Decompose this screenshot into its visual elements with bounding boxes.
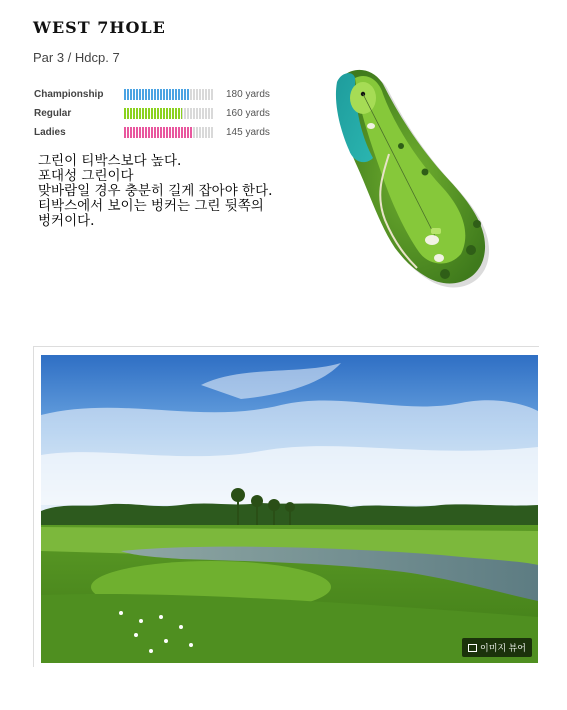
description-line: 포대성 그린이다 [38,168,134,184]
tee-yards: 145 yards [226,126,270,138]
tee-yardage-bar [124,127,214,138]
tee-bar-fill [124,89,189,100]
tee-yardage-bar [124,89,214,100]
tee-row-regular [34,106,270,120]
hole-description [38,154,358,229]
tee-row-championship [34,87,270,101]
description-line: 맞바람일 경우 충분히 길게 잡아야 한다. [38,183,273,199]
tee-yards: 180 yards [226,88,270,100]
tee-bar-fill [124,108,182,119]
image-viewer-button[interactable] [462,638,532,657]
tee-yards: 160 yards [226,107,270,119]
tee-row-ladies [34,125,270,139]
tee-yardage-bar [124,108,214,119]
image-viewer-label: 이미지 뷰어 [480,643,526,653]
image-viewer-icon [468,644,477,652]
tee-label: Championship [34,88,104,100]
hole-par-handicap: Par 3 / Hdcp. 7 [33,50,120,65]
description-line: 티박스에서 보이는 벙커는 그린 뒷쪽의 [38,198,264,214]
hole-title: WEST 7HOLE [33,18,166,37]
tee-label: Regular [34,107,72,119]
tee-bar-fill [124,127,192,138]
hole-layout-map [325,62,495,294]
tee-label: Ladies [34,126,66,138]
description-line: 벙커이다. [38,213,95,229]
course-photo[interactable] [41,355,538,663]
description-line: 그린이 티박스보다 높다. [38,153,182,169]
